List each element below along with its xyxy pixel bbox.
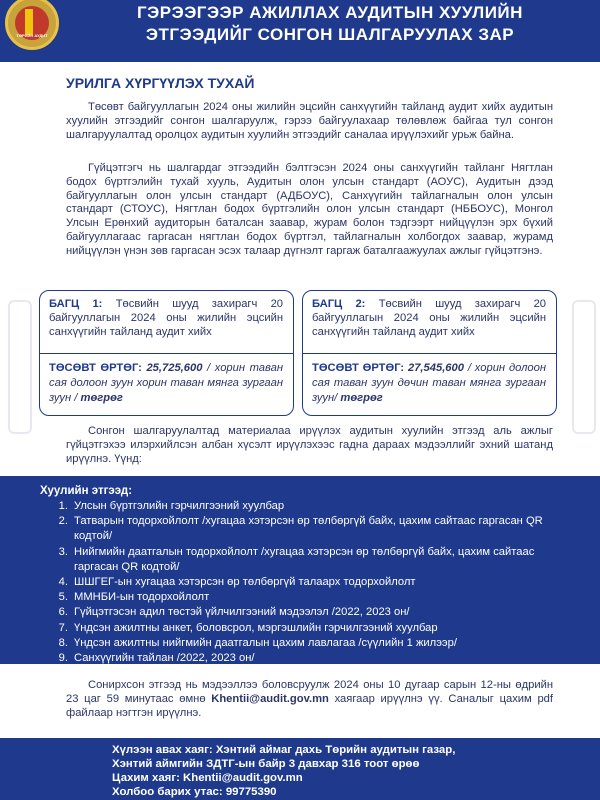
amount-words: / хорин таван сая долоон зуун хорин таван мянга зургаан зуун / bbox=[49, 362, 283, 404]
address-line-1: Хүлээн авах хаяг: Хэнтий аймаг дахь Төрийн аудитын газар, bbox=[112, 744, 456, 756]
right-ornament bbox=[572, 300, 596, 434]
package-boxes bbox=[39, 290, 560, 418]
package-description: Төсвийн шууд захирагч 20 байгууллагын 2024 оны жилийн эцсийн санхүүгийн тайланд аудит хийх bbox=[312, 298, 547, 338]
package-label: БАГЦ 1: bbox=[49, 298, 103, 310]
documents-title: Хуулийн этгээд: bbox=[40, 485, 133, 497]
page-title bbox=[70, 2, 590, 46]
package-label: БАГЦ 2: bbox=[312, 298, 366, 310]
documents-list bbox=[40, 499, 570, 666]
title-line-2: ЭТГЭЭДИЙГ СОНГОН ШАЛГАРУУЛАХ ЗАР bbox=[145, 25, 515, 44]
contact-footer bbox=[0, 738, 600, 800]
phone-line: Холбоо барих утас: 99775390 bbox=[112, 786, 277, 798]
amount-words: / хорин долоон сая таван зуун дөчин таван мянга зургаан зуун/ bbox=[312, 362, 547, 404]
currency: төгрөг bbox=[340, 392, 383, 404]
intro-paragraph: Төсөвт байгууллагын 2024 оны жилийн эцсийн санхүүгийн тайланд аудит хийх аудитын хуулийн этгээдийг сонгон шалгаруулж, гэрээ байгуулахаар төлөвлөж байгаа тул сонгон шалгаруулалтад оролцох аудитын хуулийн этгээдийг саналаа ирүүлэхийг урьж байна. bbox=[66, 101, 553, 141]
list-item: 9. Санхүүгийн тайлан /2022, 2023 он/ bbox=[58, 652, 255, 665]
emblem-logo: ТӨРИЙН АУДИТ bbox=[5, 0, 59, 50]
list-item: 1. Улсын бүртгэлийн гэрчилгээний хуулбар bbox=[58, 500, 285, 512]
header-banner bbox=[0, 0, 600, 62]
budget-amount: 27,545,600 bbox=[407, 362, 464, 374]
required-documents-panel bbox=[0, 476, 600, 664]
package-2-box bbox=[302, 290, 557, 416]
budget-label: ТӨСӨВТ ӨРТӨГ: bbox=[49, 362, 142, 374]
left-ornament bbox=[8, 300, 32, 434]
deadline-paragraph: Сонирхсон этгээд нь мэдээллээ боловсруулж 2024 оны 10 дугаар сарын 12-ны өдрийн 23 цаг 59 минутаас өмнө Khentii@audit.gov.mn хаягаар ирүүлнэ үү. Саналыг цахим pdf файлаар нэгтгэн ирүүлнэ. bbox=[66, 679, 553, 719]
currency: төгрөг bbox=[80, 392, 123, 404]
list-item: 7. Үндсэн ажилтны анкет, боловсрол, мэргэшлийн гэрчилгээний хуулбар bbox=[58, 621, 438, 634]
scope-paragraph: Гүйцэтгэгч нь шалгардаг этгээдийн бэлтгэсэн 2024 оны санхүүгийн тайланг Нягтлан бодох бүртгэлийн тухай хууль, Аудитын олон улсын стандарт (АОУС), Аудитын дээд байгууллагын олон улсын стандарт (АДБОУС), Санхүүгийн тайлагналын олон улсын стандарт (СТОУС), Нягтлан бодох бүртгэлийн олон улсын стандарт (НББОУС), Монгол Улсын Ерөнхий аудиторын баталсан заавар, журам болон тэдгээрт нийцүүлэн эрх бүхий байгууллагаас гаргасан нягтлан бодох бүртгэл, тайлагналын холбогдох заавар, журамд нийцүүлэн үнэн зөв гаргасан эсэх талаар дүгнэлт гаргаж баталгаажуулах ажлыг гүйцэтгэнэ. bbox=[66, 162, 553, 257]
package-description: Төсвийн шууд захирагч 20 байгууллагын 2024 оны жилийн эцсийн санхүүгийн тайланд аудит хийх bbox=[49, 298, 284, 338]
list-item: 4. ШШГЕГ-ын хугацаа хэтэрсэн өр төлбөргүй талаарх тодорхойлолт bbox=[58, 576, 416, 589]
budget-label: ТӨСӨВТ ӨРТӨГ: bbox=[312, 362, 405, 374]
title-line-1: ГЭРЭЭГЭЭР АЖИЛЛАХ АУДИТЫН ХУУЛИЙН bbox=[137, 3, 523, 22]
email-link[interactable]: Khentii@audit.gov.mn bbox=[211, 692, 329, 705]
list-item: 5. ММНБИ-ын тодорхойлолт bbox=[58, 591, 210, 604]
package-1-box bbox=[39, 290, 294, 416]
requirements-paragraph: Сонгон шалгаруулалтад материалаа ирүүлэх аудитын хуулийн этгээд аль ажлыг гүйцэтгэхээ илэрхийлсэн албан хүсэлт ирүүлэхээс гадна дараах мэдээллийг эхний шатанд ирүүлнэ. Үүнд: bbox=[66, 425, 553, 465]
budget-amount: 25,725,600 bbox=[146, 362, 203, 374]
section-title: УРИЛГА ХҮРГҮҮЛЭХ ТУХАЙ bbox=[66, 75, 255, 91]
list-item: 6. Гүйцэтгэсэн адил төстэй үйлчилгээний мэдээлэл /2022, 2023 он/ bbox=[58, 606, 410, 619]
address-line-2: Хэнтий аймгийн ЗДТГ-ын байр 3 давхар 316 тоот өрөө bbox=[112, 758, 420, 770]
list-item: 8. Үндсэн ажилтны нийгмийн даатгалын цахим лавлагаа /сүүлийн 1 жилээр/ bbox=[58, 636, 457, 649]
list-item: 3. Нийгмийн даатгалын тодорхойлолт /хугацаа хэтэрсэн өр төлбөргүй байх, цахим сайтаас гаргасан QR кодтой/ bbox=[58, 545, 535, 573]
email-line[interactable]: Цахим хаяг: Khentii@audit.gov.mn bbox=[112, 772, 303, 784]
list-item: 2. Татварын тодорхойлолт /хугацаа хэтэрсэн өр төлбөргүй байх, цахим сайтаас гаргасан QR кодтой/ bbox=[58, 515, 543, 543]
